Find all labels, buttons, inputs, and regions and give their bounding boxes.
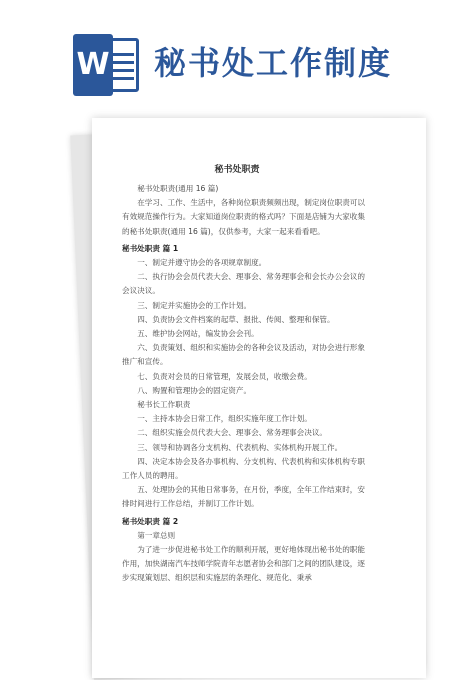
body-paragraph: 六、负责策划、组织和实施协会的各种会议及活动，对协会进行形象推广和宣传。 <box>122 343 365 367</box>
body-paragraph: 一、主持本协会日常工作，组织实施年度工作计划。 <box>137 414 312 424</box>
header-title: 秘书处工作制度 <box>154 44 393 82</box>
document-title: 秘书处职责 <box>214 165 260 175</box>
section-heading: 秘书处职责 篇 2 <box>122 516 179 526</box>
body-paragraph: 五、维护协会网站，编发协会会刊。 <box>137 329 259 339</box>
body-paragraph: 在学习、工作、生活中，各种岗位职责频频出现，制定岗位职责可以有效规范操作行为。大家知道岗位职责的格式吗？下面是店铺为大家收集的秘书处职责(通用 16 篇)，仅供参考，大家一起来看看吧。 <box>122 198 365 236</box>
body-paragraph: 二、执行协会会员代表大会、理事会、常务理事会和会长办公会议的会议决议。 <box>122 272 365 296</box>
word-document-icon <box>73 34 139 96</box>
body-paragraph: 秘书长工作职责 <box>137 400 191 410</box>
document-body <box>122 182 372 586</box>
header-banner <box>0 0 474 118</box>
body-paragraph: 三、领导和协调各分支机构、代表机构、实体机构开展工作。 <box>137 442 343 452</box>
body-paragraph: 三、制定并实施协会的工作计划。 <box>137 300 252 310</box>
body-paragraph: 秘书处职责(通用 16 篇) <box>137 184 219 193</box>
section-heading: 秘书处职责 篇 1 <box>122 243 179 253</box>
body-paragraph: 第一章总则 <box>137 530 176 540</box>
body-paragraph: 七、负责对会员的日常管理，发展会员，收缴会费。 <box>137 371 312 381</box>
body-paragraph: 八、购置和管理协会的固定资产。 <box>137 385 252 395</box>
body-paragraph: 为了进一步促进秘书处工作的顺利开展，更好地体现出秘书处的职能作用，加快湖南汽车技师学院青年志愿者协会和部门之间的团队建设，逐步实现策划层、组织层和实施层的条理化、规范化、秉承 <box>122 545 365 583</box>
body-paragraph: 二、组织实施会员代表大会、理事会、常务理事会决议。 <box>137 428 328 438</box>
body-paragraph: 四、决定本协会及各办事机构、分支机构、代表机构和实体机构专职工作人员的聘用。 <box>122 456 365 481</box>
word-badge: W <box>73 34 113 96</box>
body-paragraph: 五、处理协会的其他日常事务，在月份，季度，全年工作结束时，安排时间进行工作总结，并制订工作计划。 <box>122 485 365 509</box>
body-paragraph: 一、制定并遵守协会的各项规章制度。 <box>137 258 267 268</box>
body-paragraph: 四、负责协会文件档案的起草、报批、传阅、整理和保管。 <box>137 314 335 324</box>
